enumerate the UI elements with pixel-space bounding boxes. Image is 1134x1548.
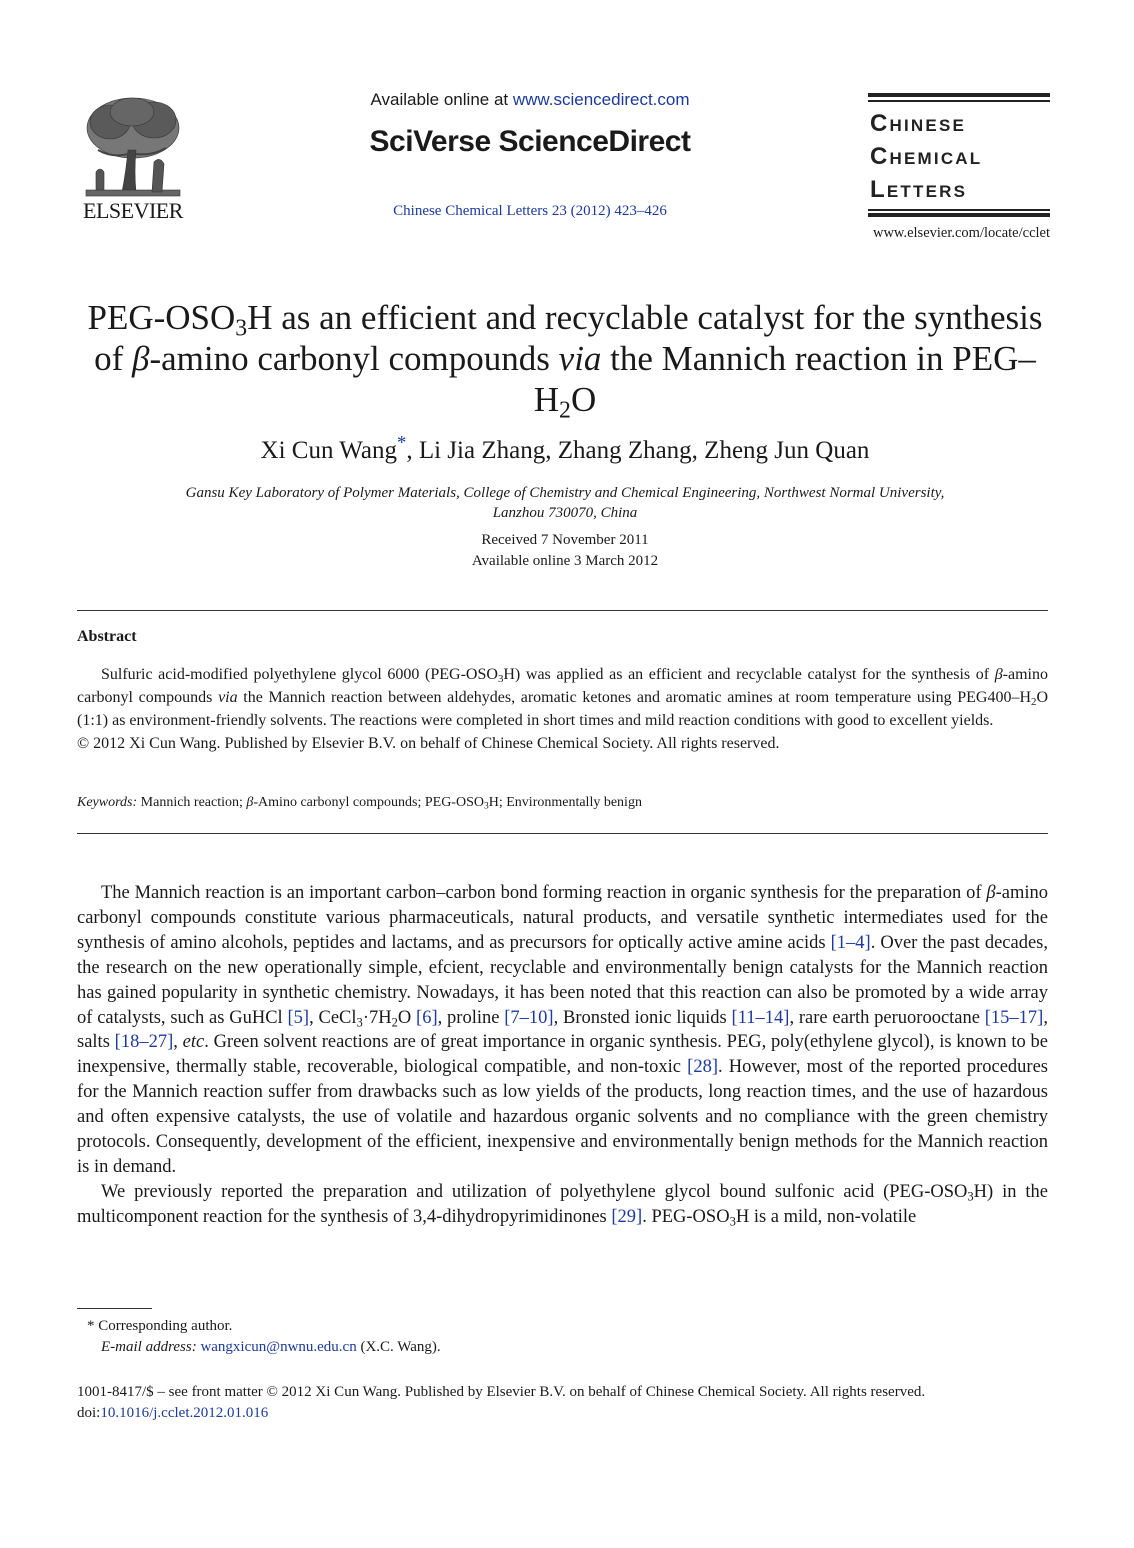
journal-logo [868,93,1050,221]
author-list [80,432,1050,465]
abstract-paragraph: Sulfuric acid-modified polyethylene glycol 6000 $(PEG-OSO_3H)$ was applied as an efficient and recyclable catalyst for the synthesis of β-amino carbonyl compounds via the Mannich reaction between aldehydes, aromatic ketones and aromatic amines at room temperature using $PEG400-H_2O$ (1:1) as environment-friendly solvents. The reactions were completed in short times and mild reaction conditions with good to excellent yields. [77,666,1049,729]
reference-link[interactable]: [1–4] [830,932,871,953]
journal-logo-word-2: Chemical [870,143,983,170]
corresponding-author-note: * Corresponding author. [87,1318,233,1334]
doi-line: doi:10.1016/j.cclet.2012.01.016 [77,1405,269,1421]
sciencedirect-link[interactable]: www.sciencedirect.com [512,90,690,109]
journal-logo-text [870,107,982,206]
divider-top [77,610,1048,611]
received-date: Received 7 November 2011 [481,532,649,548]
doi-link[interactable]: 10.1016/j.cclet.2012.01.016 [100,1405,269,1421]
affiliation: Gansu Key Laboratory of Polymer Materials, College of Chemistry and Chemical Engineering, Northwest Normal University, Lanzhou 730070, China [185,485,945,521]
journal-logo-rule-top-thin [868,100,1050,102]
journal-logo-rule-top [868,93,1050,97]
journal-logo-word-1: Chinese [870,110,967,137]
journal-logo-rule-bottom-thin [868,209,1050,211]
reference-link[interactable]: [28] [687,1057,718,1078]
author-corresponding: Xi Cun Wang [260,437,397,464]
article-dates [80,530,1050,572]
body-paragraph-1: The Mannich reaction is an important carbon–carbon bond forming reaction in organic synthesis for the preparation of β-amino carbonyl compounds constitute various pharmaceuticals, natural products, and versatile synthetic intermediates used for the synthesis of amino alcohols, peptides and lactams, and as precursors for optically active amine acids [1–4]. Over the past decades, the research on the new operationally simple, efcient, recyclable and environmentally benign catalysts for the Mannich reaction has gained popularity in synthetic chemistry. Nowadays, it has been noted that this reaction can also be promoted by a wide array of catalysts, such as GuHCl [5], $CeCl_3\cdot 7H_2O$ [6], proline [7–10], Bronsted ionic liquids [11–14], rare earth peruorooctane [15–17], salts [18–27], etc. Green solvent reactions are of great importance in organic synthesis. PEG, poly(ethylene glycol), is known to be inexpensive, thermally stable, recoverable, biological compatible, and non-toxic [28]. However, most of the reported procedures for the Mannich reaction suffer from drawbacks such as low yields of the products, long reaction times, and the use of hazardous and often expensive catalysts, the use of volatile and hazardous organic solvents and no compliance with the green chemistry protocols. Consequently, development of the efficient, inexpensive and environmentally benign methods for the Mannich reaction is in demand. [77,883,1049,1177]
reference-link[interactable]: [29] [611,1206,643,1227]
sciverse-sciencedirect-logo: SciVerse ScienceDirect [369,125,691,158]
available-date: Available online 3 March 2012 [471,553,659,569]
publisher-name: ELSEVIER [83,198,183,223]
divider-bottom [77,833,1048,834]
available-online-line [300,90,760,110]
keywords-line: Keywords: Mannich reaction; β-Amino carbonyl compounds; PEG-$OSO_3H$; Environmentally benign [77,795,642,812]
reference-link[interactable]: [11–14] [731,1007,790,1028]
abstract-heading: Abstract [77,628,137,645]
front-matter [77,1382,1057,1424]
author-email-link[interactable]: wangxicun@nwnu.edu.cn [200,1339,357,1355]
abstract-copyright: © 2012 Xi Cun Wang. Published by Elsevier B.V. on behalf of Chinese Chemical Society. All rights reserved. [77,735,780,752]
keywords-label: Keywords: [77,795,138,810]
reference-link[interactable]: [18–27] [114,1032,174,1053]
email-note: E-mail address: wangxicun@nwnu.edu.cn (X.C. Wang). [101,1339,441,1355]
article-title: PEG-$OSO_3H$ as an efficient and recyclable catalyst for the synthesis of β-amino carbonyl compounds via the Mannich reaction in PEG–$H_2O$ [87,298,1043,424]
available-online-label: Available online at [370,90,513,109]
journal-citation-link[interactable]: Chinese Chemical Letters 23 (2012) 423–426 [393,203,667,219]
author-others: , Li Jia Zhang, Zhang Zhang, Zheng Jun Quan [406,437,870,464]
reference-link[interactable]: [7–10] [504,1007,554,1028]
journal-url: www.elsevier.com/locate/cclet [872,225,1050,241]
abstract-body [77,663,1048,755]
body-paragraph-2: We previously reported the preparation and utilization of polyethylene glycol bound sulfonic acid $(PEG-OSO_3H)$ in the multicomponent reaction for the synthesis of 3,4-dihydropyrimidinones [29]. PEG-$OSO_3H$ is a mild, non-volatile [77,1181,1048,1229]
journal-logo-rule-bottom [868,213,1050,217]
reference-link[interactable]: [15–17] [984,1007,1044,1028]
footnote [87,1316,441,1358]
journal-logo-word-3: Letters [870,176,968,203]
footnote-rule [77,1308,152,1309]
corresponding-author-mark[interactable]: * [396,432,407,454]
reference-link[interactable]: [6] [416,1007,438,1028]
article-body [77,881,1048,1230]
reference-link[interactable]: [5] [287,1007,310,1028]
front-matter-line: 1001-8417/$ – see front matter © 2012 Xi Cun Wang. Published by Elsevier B.V. on behalf of Chinese Chemical Society. All rights reserved. [77,1384,926,1400]
